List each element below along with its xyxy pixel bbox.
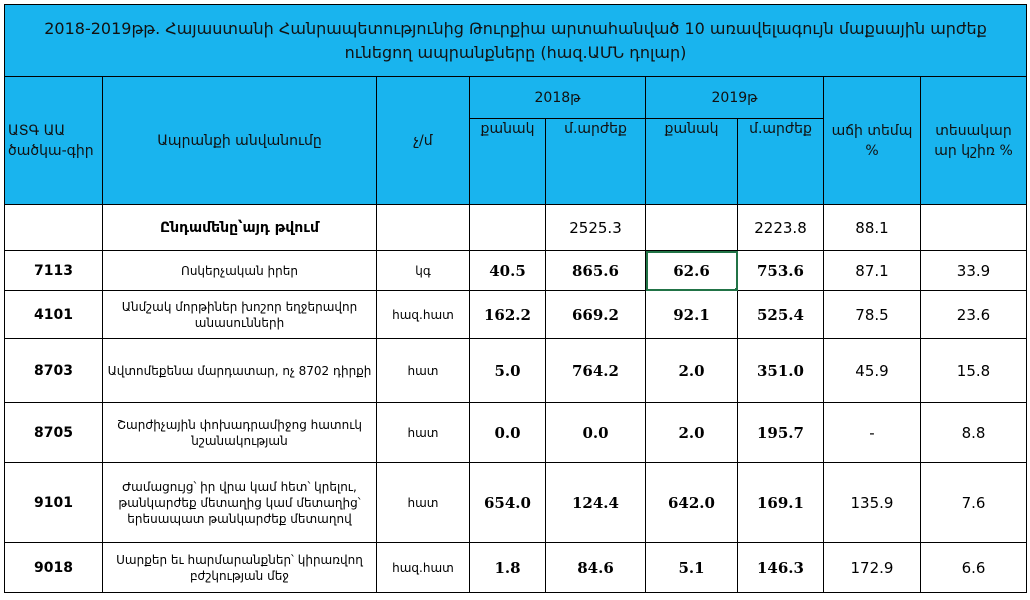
row-code[interactable]: 9101 [5,463,103,543]
row-qty-2019[interactable]: 5.1 [646,543,738,593]
row-value-2018[interactable]: 124.4 [546,463,646,543]
header-2018[interactable]: 2018թ [470,77,646,119]
row-qty-2019[interactable]: 92.1 [646,291,738,339]
row-name[interactable]: Շարժիչային փոխադրամիջոց հատուկ նշանակության [103,403,377,463]
row-share[interactable]: 6.6 [921,543,1027,593]
row-code[interactable]: 8703 [5,339,103,403]
row-value-2018[interactable]: 865.6 [546,251,646,291]
row-growth[interactable]: 78.5 [824,291,921,339]
row-growth[interactable]: 45.9 [824,339,921,403]
row-value-2019[interactable]: 169.1 [738,463,824,543]
total-label[interactable]: Ընդամենը՝այդ թվում [103,205,377,251]
cell[interactable] [646,205,738,251]
row-value-2019[interactable]: 525.4 [738,291,824,339]
row-value-2018[interactable]: 0.0 [546,403,646,463]
table-row [5,403,1027,463]
row-share[interactable]: 23.6 [921,291,1027,339]
total-value-2018[interactable]: 2525.3 [546,205,646,251]
row-qty-2018[interactable]: 1.8 [470,543,546,593]
table-row [5,463,1027,543]
row-value-2018[interactable]: 84.6 [546,543,646,593]
selected-cell[interactable] [646,251,738,291]
row-qty-2019[interactable]: 642.0 [646,463,738,543]
row-name[interactable]: Ավտոմեքենա մարդատար, ոչ 8702 դիրքի [103,339,377,403]
cell[interactable] [470,205,546,251]
row-qty-2019: 62.6 [673,261,710,280]
row-qty-2019[interactable]: 2.0 [646,339,738,403]
row-name[interactable]: Ոսկերչական իրեր [103,251,377,291]
row-growth[interactable]: 135.9 [824,463,921,543]
row-qty-2019[interactable]: 2.0 [646,403,738,463]
row-name[interactable]: Սարքեր եւ հարմարանքներ՝ կիրառվող բժշկության մեջ [103,543,377,593]
row-qty-2018[interactable]: 654.0 [470,463,546,543]
spreadsheet [4,4,1026,593]
header-2019-value[interactable]: մ.արժեք [738,119,824,205]
row-name[interactable]: Ժամացույց՝ իր վրա կամ հետ՝ կրելու, թանկարժեք մետաղից կամ մետաղից՝ երեսապատ թանկարժեք մետաղով [103,463,377,543]
row-value-2018[interactable]: 669.2 [546,291,646,339]
row-unit[interactable]: հատ [377,463,470,543]
row-value-2019[interactable]: 146.3 [738,543,824,593]
row-growth[interactable]: 172.9 [824,543,921,593]
row-share[interactable]: 15.8 [921,339,1027,403]
row-value-2019[interactable]: 753.6 [738,251,824,291]
header-2019-qty[interactable]: քանակ [646,119,738,205]
header-name[interactable]: Ապրանքի անվանումը [103,77,377,205]
header-share[interactable]: տեսակար ար կշիռ % [921,77,1027,205]
row-share[interactable]: 8.8 [921,403,1027,463]
table-row [5,291,1027,339]
table-row [5,251,1027,291]
row-growth[interactable]: 87.1 [824,251,921,291]
table-title[interactable]: 2018-2019թթ. Հայաստանի Հանրապետությունից Թուրքիա արտահանված 10 առավելագույն մաքսային արժեք ունեցող ապրանքները (հազ.ԱՄՆ դոլար) [5,5,1027,77]
total-row [5,205,1027,251]
row-value-2019[interactable]: 351.0 [738,339,824,403]
row-qty-2018[interactable]: 0.0 [470,403,546,463]
table-row [5,543,1027,593]
row-value-2019[interactable]: 195.7 [738,403,824,463]
row-unit[interactable]: հազ.հատ [377,291,470,339]
export-table [4,4,1027,593]
cell[interactable] [377,205,470,251]
row-code[interactable]: 7113 [5,251,103,291]
row-unit[interactable]: հատ [377,403,470,463]
fill-handle[interactable] [735,288,738,291]
row-code[interactable]: 4101 [5,291,103,339]
header-unit[interactable]: չ/մ [377,77,470,205]
row-value-2018[interactable]: 764.2 [546,339,646,403]
row-name[interactable]: Անմշակ մորթիներ խոշոր եղջերավոր անասունների [103,291,377,339]
row-qty-2018[interactable]: 40.5 [470,251,546,291]
row-qty-2018[interactable]: 5.0 [470,339,546,403]
row-share[interactable]: 33.9 [921,251,1027,291]
row-unit[interactable]: հատ [377,339,470,403]
header-2018-qty[interactable]: քանակ [470,119,546,205]
cell[interactable] [5,205,103,251]
header-2018-value[interactable]: մ.արժեք [546,119,646,205]
row-unit[interactable]: կգ [377,251,470,291]
header-code[interactable]: ԱՏԳ ԱԱ ծածկա-գիր [5,77,103,205]
header-growth[interactable]: աճի տեմպ % [824,77,921,205]
header-2019[interactable]: 2019թ [646,77,824,119]
table-row [5,339,1027,403]
total-growth[interactable]: 88.1 [824,205,921,251]
total-value-2019[interactable]: 2223.8 [738,205,824,251]
row-qty-2018[interactable]: 162.2 [470,291,546,339]
row-growth[interactable]: - [824,403,921,463]
cell[interactable] [921,205,1027,251]
row-code[interactable]: 8705 [5,403,103,463]
row-share[interactable]: 7.6 [921,463,1027,543]
row-unit[interactable]: հազ.հատ [377,543,470,593]
row-code[interactable]: 9018 [5,543,103,593]
